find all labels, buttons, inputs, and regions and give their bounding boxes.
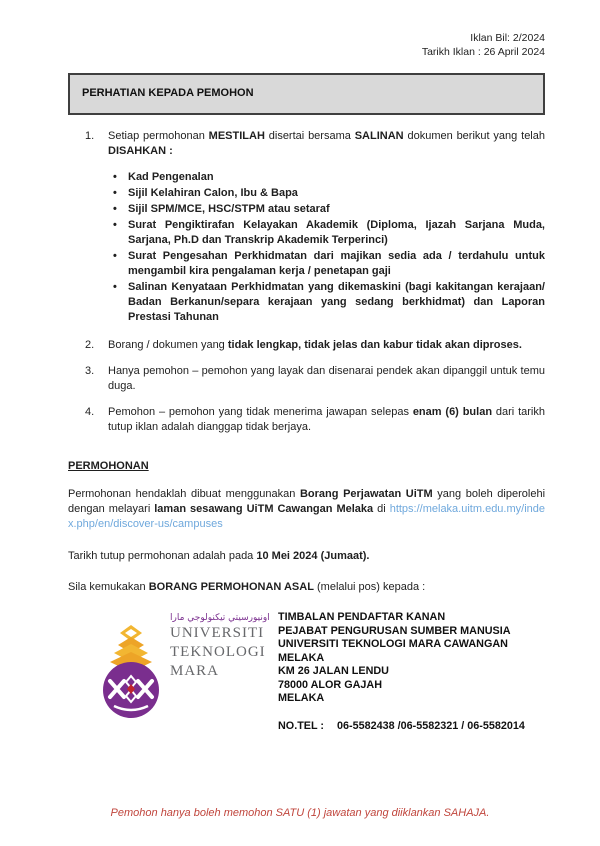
text-segment: BORANG PERMOHONAN ASAL [148, 581, 314, 593]
text-segment: dari tarikh tutup iklan adalah dianggap tidak berjaya. [108, 406, 545, 433]
text-segment: (melalui pos) kepada : [313, 581, 426, 593]
phone-line [278, 720, 545, 734]
required-documents-list [108, 170, 545, 325]
closing-date-paragraph [68, 549, 545, 564]
bullet-text: Salinan Kenyataan Perkhidmatan yang dikemaskini (bagi kakitangan kerajaan/ Badan Berkanun/separa kerajaan yang sedang berkhidmat) dan Laporan Prestasi Tahunan [128, 281, 545, 323]
text-segment: 10 Mei 2024 (Jumaat). [256, 550, 370, 562]
application-section-heading: PERMOHONAN [68, 460, 149, 472]
address-line: MELAKA [278, 692, 325, 704]
advert-date: Tarikh Iklan : 26 April 2024 [421, 46, 545, 58]
bullet-item [113, 186, 545, 201]
bullet-text: Surat Pengesahan Perkhidmatan dari majikan sedia ada / terdahulu untuk mengambil kira pengalaman kerja / penetapan gaji [128, 250, 545, 277]
item-text [108, 405, 545, 435]
text-segment: disertai bersama [264, 130, 355, 142]
org-name-line: UNIVERSITI [170, 625, 265, 641]
advert-meta [0, 0, 600, 59]
submission-paragraph [68, 580, 545, 595]
item-text [108, 364, 545, 394]
numbered-list [68, 129, 545, 435]
bullet-icon: • [113, 281, 117, 293]
bullet-icon: • [113, 250, 117, 262]
item-number: 4. [85, 406, 95, 418]
advert-number: Iklan Bil: 2/2024 [470, 32, 545, 44]
bullet-text: Surat Pengiktirafan Kelayakan Akademik (Diploma, Ijazah Sarjana Muda, Sarjana, Ph.D dan Transkrip Akademik Terperinci) [128, 219, 545, 246]
jawi-script: اونيورسيتي تيكنولوجي مارا [170, 613, 270, 623]
notice-title: PERHATIAN KEPADA PEMOHON [82, 87, 254, 99]
text-segment: Hanya pemohon – pemohon yang layak dan disenarai pendek akan dipanggil untuk temu duga. [108, 365, 545, 392]
item-number: 2. [85, 339, 95, 351]
text-segment: Setiap permohonan [108, 130, 209, 142]
text-segment: Tarikh tutup permohonan adalah pada [68, 550, 257, 562]
text-segment: yang boleh diperolehi dengan melayari [68, 488, 546, 515]
bullet-item [113, 218, 545, 248]
uitm-wordmark [170, 611, 270, 733]
bullet-item [113, 202, 545, 217]
item-text [108, 129, 545, 327]
bullet-icon: • [113, 171, 117, 183]
list-item-4 [68, 405, 545, 435]
notice-box [68, 73, 545, 115]
bullet-text: Sijil Kelahiran Calon, Ibu & Bapa [128, 187, 298, 199]
bullet-item [113, 170, 545, 185]
address-line: UNIVERSITI TEKNOLOGI MARA CAWANGAN [278, 638, 508, 650]
list-item-2 [68, 338, 545, 353]
text-segment: dokumen berikut yang telah [403, 130, 545, 142]
recipient-block [100, 611, 545, 733]
address-line: PEJABAT PENGURUSAN SUMBER MANUSIA [278, 624, 511, 637]
list-item-3 [68, 364, 545, 394]
text-segment: Sila kemukakan [68, 581, 149, 593]
item-text [108, 338, 545, 353]
bullet-item [113, 280, 545, 325]
text-segment: Borang Perjawatan UiTM [299, 488, 433, 500]
text-segment: Borang / dokumen yang [108, 339, 228, 351]
text-segment: Pemohon – pemohon yang tidak menerima jawapan selepas [108, 406, 413, 418]
bullet-icon: • [113, 219, 117, 231]
phone-label: NO.TEL : [278, 719, 324, 732]
text-segment: SALINAN [354, 130, 404, 142]
text-segment: DISAHKAN : [108, 145, 173, 157]
item-number: 1. [85, 130, 95, 142]
address-line: KM 26 JALAN LENDU [278, 665, 389, 677]
text-segment: di [373, 503, 390, 515]
org-name-line: MARA [170, 663, 220, 679]
uitm-emblem-icon [100, 611, 162, 733]
mailing-address [278, 611, 545, 733]
bullet-text: Sijil SPM/MCE, HSC/STPM atau setaraf [128, 203, 330, 215]
footer-note: Pemohon hanya boleh memohon SATU (1) jawatan yang diiklankan SAHAJA. [110, 807, 490, 819]
list-item-1 [68, 129, 545, 327]
bullet-icon: • [113, 187, 117, 199]
bullet-icon: • [113, 203, 117, 215]
item-1-paragraph [108, 129, 545, 159]
how-to-apply-paragraph [68, 487, 545, 532]
org-name-line: TEKNOLOGI [170, 644, 266, 660]
item-number: 3. [85, 365, 95, 377]
text-segment: MESTILAH [208, 130, 265, 142]
bullet-item [113, 249, 545, 279]
bullet-text: Kad Pengenalan [128, 171, 214, 183]
phone-numbers: 06-5582438 /06-5582321 / 06-5582014 [337, 719, 525, 732]
address-line: 78000 ALOR GAJAH [278, 678, 383, 691]
text-segment: tidak lengkap, tidak jelas dan kabur tidak akan diproses. [227, 339, 522, 351]
address-line: TIMBALAN PENDAFTAR KANAN [278, 611, 446, 623]
uitm-logo [100, 611, 278, 733]
text-segment: enam (6) bulan [412, 406, 493, 418]
address-line: MELAKA [278, 651, 325, 664]
text-segment: Permohonan hendaklah dibuat menggunakan [68, 488, 300, 500]
text-segment: laman sesawang UiTM Cawangan Melaka [154, 503, 374, 515]
uitm-website-link[interactable]: https://melaka.uitm.edu.my/index.php/en/discover-us/campuses [68, 503, 545, 530]
